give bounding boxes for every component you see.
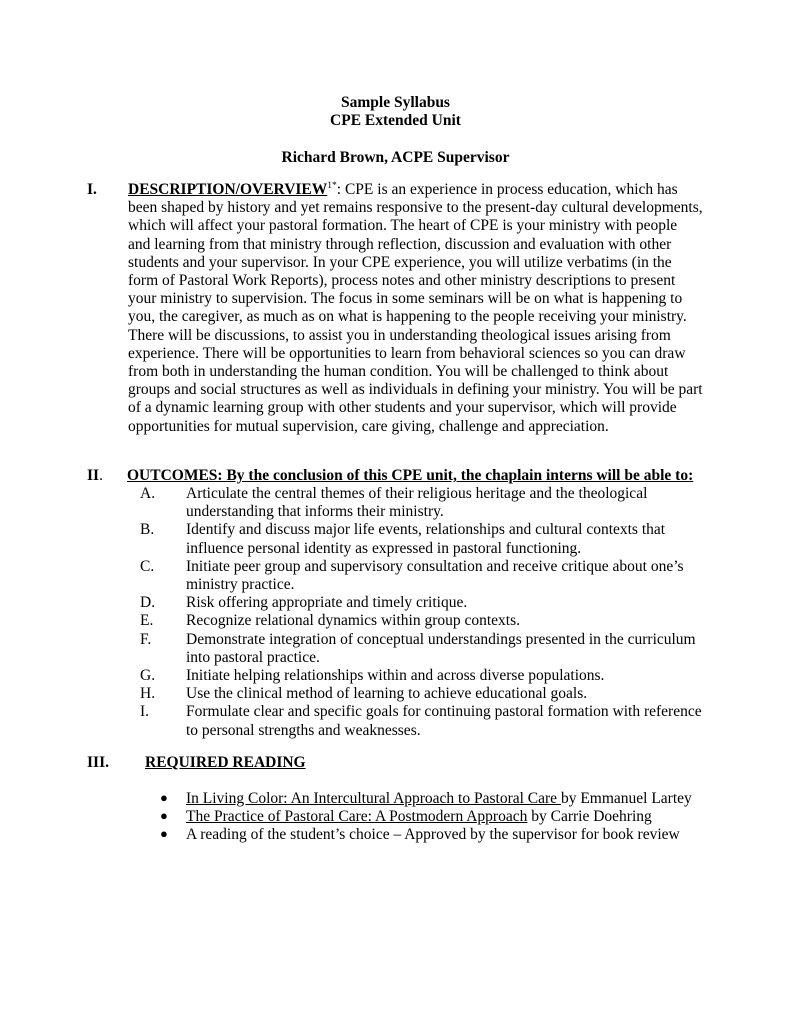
list-item: A. Articulate the central themes of their religious heritage and the theological understanding that informs their ministry.	[140, 485, 648, 521]
bullet-icon: ●	[160, 790, 168, 805]
section-1-body: : CPE is an experience in process education, which has been shaped by history and yet remains responsive to the present-day cultural developments, which will affect your pastoral formation. The heart of CPE is your ministry with people and learning from that ministry through reflection, discussion and evaluation with other students and your supervisor. In your CPE experience, you will utilize verbatims (in the form of Pastoral Work Reports), process notes and other ministry descriptions to present your ministry to supervision. The focus in some seminars will be on what is happening to you, the caregiver, as much as on what is happening to the people receiving your ministry. There will be discussions, to assist you in understanding theological issues arising from experience. There will be opportunities to learn from behavioral sciences so you can draw from both in understanding the human condition. You will be challenged to think about groups and social structures as well as individuals in defining your ministry. You will be part of a dynamic learning group with other students and your supervisor, which will provide opportunities for mutual supervision, care giving, challenge and appreciation.	[128, 181, 703, 435]
list-item: ● The Practice of Pastoral Care: A Postmodern Approach by Carrie Doehring	[160, 808, 652, 826]
list-item: F. Demonstrate integration of conceptual understandings presented in the curriculum into pastoral practice.	[140, 630, 696, 666]
list-item: ● A reading of the student’s choice – Approved by the supervisor for book review	[160, 826, 680, 844]
list-item: B. Identify and discuss major life events, relationships and cultural contexts that influence personal identity as expressed in pastoral functioning.	[140, 521, 666, 557]
list-item: C. Initiate peer group and supervisory consultation and receive critique about one’s ministry practice.	[140, 557, 684, 594]
section-2-number: II.	[87, 467, 103, 484]
list-item: D. Risk offering appropriate and timely critique.	[140, 594, 468, 612]
section-3-title: REQUIRED READING	[145, 754, 306, 771]
section-1-description	[128, 181, 703, 436]
section-3-number: III.	[87, 754, 109, 771]
bullet-icon: ●	[160, 826, 168, 842]
outcomes-list	[140, 485, 710, 740]
list-item: I. Formulate clear and specific goals for continuing pastoral formation with reference to personal strengths and weaknesses.	[140, 703, 702, 739]
section-1-title: DESCRIPTION/OVERVIEW	[128, 181, 328, 198]
section-2-title: OUTCOMES: By the conclusion of this CPE unit, the chaplain interns will be able to:	[127, 467, 694, 484]
document-subtitle: CPE Extended Unit	[330, 112, 461, 129]
section-1-number: I.	[87, 181, 97, 198]
bullet-icon: ●	[160, 808, 168, 824]
list-item: E. Recognize relational dynamics within group contexts.	[140, 612, 521, 630]
list-item: G. Initiate helping relationships within and across diverse populations.	[140, 667, 605, 685]
footnote-mark: 1*	[327, 180, 337, 191]
document-author: Richard Brown, ACPE Supervisor	[281, 149, 510, 166]
list-item: ● In Living Color: An Intercultural Approach to Pastoral Care by Emmanuel Lartey	[160, 790, 692, 807]
list-item: H. Use the clinical method of learning to achieve educational goals.	[140, 685, 588, 703]
document-title: Sample Syllabus	[341, 94, 450, 111]
reading-list	[160, 790, 760, 845]
